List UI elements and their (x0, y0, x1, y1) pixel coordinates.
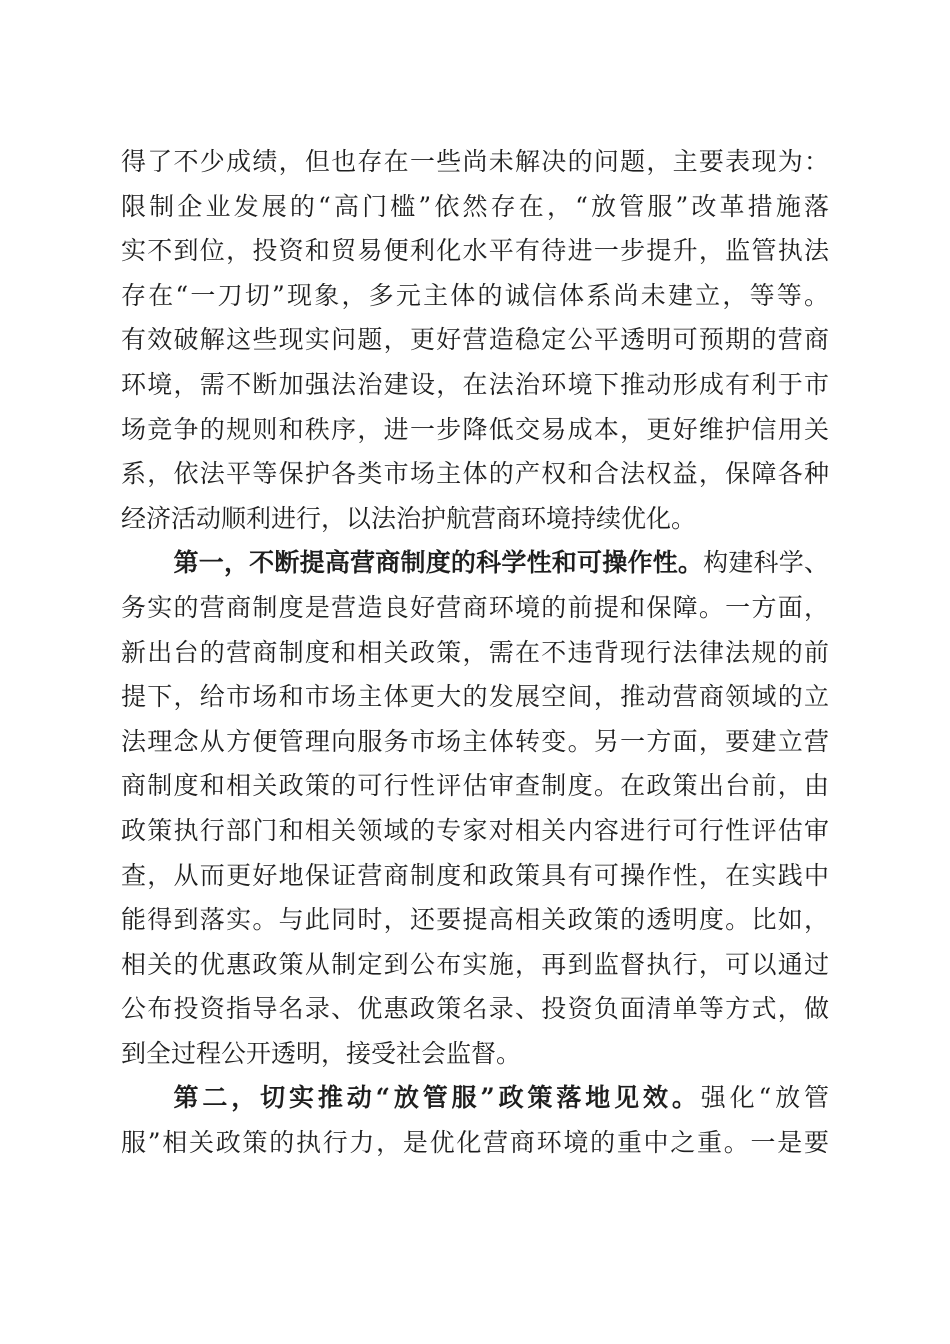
text-line: 场竞争的规则和秩序，进一步降低交易成本，更好维护信用关 (121, 414, 829, 444)
text-line: 提下，给市场和市场主体更大的发展空间，推动营商领域的立 (121, 682, 829, 712)
text-line: 到全过程公开透明，接受社会监督。 (121, 1038, 522, 1068)
text-line: 系，依法平等保护各类市场主体的产权和合法权益，保障各种 (121, 459, 829, 489)
text-line: 实不到位，投资和贸易便利化水平有待进一步提升，监管执法 (121, 236, 829, 266)
text-line: 经济活动顺利进行，以法治护航营商环境持续优化。 (121, 503, 697, 533)
section-heading: 第一，不断提高营商制度的科学性和可操作性。 (173, 548, 704, 578)
text-line: 相关的优惠政策从制定到公布实施，再到监督执行，可以通过 (121, 949, 829, 979)
text-line: 能得到落实。与此同时，还要提高相关政策的透明度。比如， (121, 905, 829, 935)
text-line: 有效破解这些现实问题，更好营造稳定公平透明可预期的营商 (121, 325, 829, 355)
text-line: 务实的营商制度是营造良好营商环境的前提和保障。一方面， (121, 592, 829, 622)
text-line: 得了不少成绩，但也存在一些尚未解决的问题，主要表现为： (121, 147, 829, 176)
paragraph (121, 1076, 829, 1165)
text-span: 强化“放管 (700, 1083, 829, 1113)
text-line: 服”相关政策的执行力，是优化营商环境的重中之重。一是要 (121, 1128, 829, 1158)
paragraph (121, 140, 829, 541)
text-line: 政策执行部门和相关领域的专家对相关内容进行可行性评估审 (121, 815, 829, 845)
text-line (121, 1076, 829, 1121)
text-line: 环境，需不断加强法治建设，在法治环境下推动形成有利于市 (121, 369, 829, 399)
text-line: 公布投资指导名录、优惠政策名录、投资负面清单等方式，做 (121, 994, 829, 1024)
text-line: 存在“一刀切”现象，多元主体的诚信体系尚未建立，等等。 (121, 280, 829, 310)
paragraph (121, 541, 829, 1076)
text-line: 商制度和相关政策的可行性评估审查制度。在政策出台前，由 (121, 771, 829, 801)
text-line: 查，从而更好地保证营商制度和政策具有可操作性，在实践中 (121, 860, 829, 890)
section-heading: 第二，切实推动“放管服”政策落地见效。 (173, 1083, 701, 1113)
text-line: 限制企业发展的“高门槛”依然存在，“放管服”改革措施落 (121, 191, 829, 221)
text-line (121, 541, 829, 586)
text-line: 新出台的营商制度和相关政策，需在不违背现行法律法规的前 (121, 637, 829, 667)
body-text (121, 140, 829, 1166)
text-line: 法理念从方便管理向服务市场主体转变。另一方面，要建立营 (121, 726, 829, 756)
text-span: 构建科学、 (703, 548, 829, 578)
